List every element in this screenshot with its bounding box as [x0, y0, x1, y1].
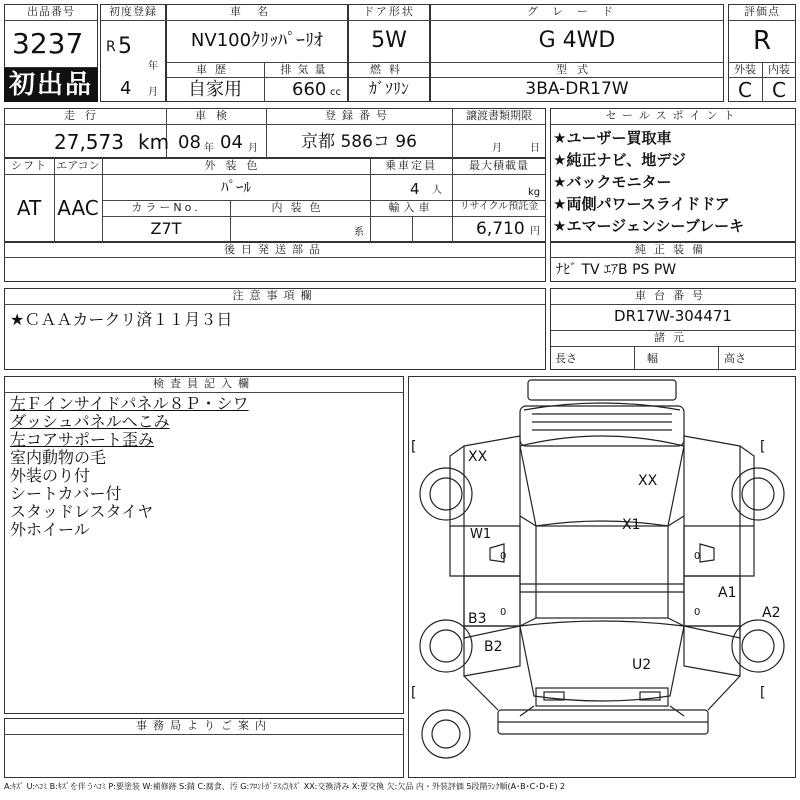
displacement: 660	[292, 79, 327, 100]
recycle-unit: 円	[530, 226, 540, 237]
inspection-month-unit: 月	[248, 143, 258, 154]
car-name-label: 車名	[230, 5, 284, 18]
capacity-unit: 人	[432, 185, 442, 196]
sales-point-item: ★バックモニター	[553, 173, 672, 191]
displacement-label: 排気量	[280, 63, 332, 76]
recycle-amount: 6,710	[476, 219, 525, 239]
mark-xx-front-left: XX	[468, 449, 488, 465]
import-label: 輸入車	[388, 201, 434, 214]
mark-x1: X1	[622, 517, 641, 533]
office-notice-label: 事務局よりご案内	[136, 719, 272, 732]
displacement-unit: cc	[330, 87, 341, 98]
bracket-right-top: [	[760, 439, 766, 455]
legend: A:ｷｽﾞ U:ﾍｺﾐ B:ｷｽﾞを伴うﾍｺﾐ P:要塗装 W:補修跡 S:錆 C:腐食、汚 G:ﾌﾛﾝﾄｶﾞﾗｽ点ｷｽﾞ XX:交換済み X:要交換 欠:欠品 内・外装評価 5段階ﾗﾝｸ順(A･B･C･D･E) 2	[4, 782, 566, 791]
length-label: 長さ	[555, 352, 577, 365]
notes-label: 注意事項欄	[232, 289, 318, 302]
bracket-right-bottom: [	[760, 685, 766, 701]
chassis-label: 車台番号	[635, 289, 711, 302]
grade: G 4WD	[538, 28, 616, 53]
inspector-line: 左Ｆインサイドパネル８Ｐ・シワ	[10, 394, 249, 413]
mark-a2: A2	[762, 605, 781, 621]
specs-label: 諸元	[654, 331, 692, 344]
sales-point-item: ★両側パワースライドドア	[553, 195, 730, 213]
car-history-label: 車歴	[196, 63, 234, 76]
car-diagram	[408, 376, 796, 778]
mark-u2: U2	[632, 657, 652, 673]
color-no: Z7T	[150, 219, 182, 238]
fuel-label: 燃料	[370, 63, 408, 76]
plate: 京都 586コ 96	[301, 132, 417, 152]
recycle-label: リサイクル預託金	[459, 201, 539, 212]
later-parts-label: 後日発送部品	[224, 243, 326, 256]
mark-zero-left-rear: 0	[500, 607, 507, 618]
sales-point-item: ★純正ナビ、地デジ	[553, 151, 686, 169]
sales-point-item: ★ユーザー買取車	[553, 129, 672, 147]
first-reg-year: 5	[118, 34, 132, 59]
car-history: 自家用	[188, 79, 242, 100]
exterior-grade: C	[738, 78, 752, 102]
chassis-number: DR17W-304471	[614, 307, 732, 325]
inspector-line: シートカバー付	[10, 484, 122, 503]
mark-w1: W1	[470, 527, 492, 542]
inspector-line: 左コアサポート歪み	[10, 430, 155, 449]
fuel: ｶﾞｿﾘﾝ	[368, 79, 409, 98]
genuine-equipment: ﾅﾋﾞ TV ｴｱB PS PW	[556, 262, 677, 278]
color-no-label: カラーNo.	[131, 201, 201, 214]
exterior-color: ﾊﾟｰﾙ	[220, 178, 251, 196]
mark-b2: B2	[484, 639, 503, 655]
inspection-year-unit: 年	[204, 143, 214, 154]
door-type: 5W	[371, 28, 407, 53]
mark-xx-hood: XX	[638, 473, 658, 489]
capacity-label: 乗車定員	[385, 159, 437, 172]
grade-label: グレード	[527, 5, 627, 18]
inspection-month: 04	[220, 132, 243, 153]
interior-grade: C	[772, 78, 786, 102]
shift: AT	[16, 196, 42, 220]
mark-zero-right-rear: 0	[694, 607, 701, 618]
bracket-left-bottom: [	[411, 685, 417, 701]
interior-color-unit: 系	[354, 227, 364, 238]
mark-b3: B3	[468, 611, 487, 627]
mileage-label: 走行	[64, 109, 106, 122]
inspector-line: 外ホイール	[10, 520, 90, 539]
first-reg-month: 4	[120, 78, 132, 99]
aircon-label: エアコン	[56, 159, 100, 172]
score-label: 評価点	[744, 5, 780, 18]
exterior-label: 外装	[734, 63, 756, 76]
plate-label: 登録番号	[325, 109, 393, 122]
inspector-line: スタッドレスタイヤ	[10, 502, 154, 521]
bracket-left-top: [	[411, 439, 417, 455]
transfer-day-unit: 日	[530, 143, 540, 154]
notes-text: ★ＣＡＡカークリ済１１月３日	[10, 310, 233, 329]
max-load-label: 最大積載量	[469, 159, 529, 172]
capacity: 4	[410, 180, 420, 198]
interior-color-label: 内装色	[271, 201, 329, 214]
model: 3BA-DR17W	[525, 79, 629, 99]
first-listing-badge: 初出品	[4, 68, 98, 102]
year-unit: 年	[148, 61, 158, 72]
lot-number-label: 出品番号	[27, 5, 75, 18]
sales-point-item: ★エマージェンシーブレーキ	[553, 217, 745, 235]
inspection-label: 車検	[195, 109, 237, 122]
sales-points-label: セールスポイント	[605, 109, 741, 122]
width-label: 幅	[647, 352, 658, 365]
inspector-label: 検査員記入欄	[153, 377, 255, 390]
mark-zero-right-front: 0	[694, 551, 701, 562]
transfer-deadline-label: 譲渡書類期限	[466, 109, 532, 122]
transfer-month-unit: 月	[492, 143, 502, 154]
height-label: 高さ	[724, 352, 746, 365]
model-label: 型式	[556, 63, 598, 76]
mark-zero-left-front: 0	[500, 551, 507, 562]
aircon: AAC	[57, 196, 99, 220]
mileage-unit: km	[138, 130, 170, 154]
lot-number: 3237	[12, 27, 84, 60]
inspector-line: 室内動物の毛	[10, 448, 107, 467]
first-registration-label: 初度登録	[109, 5, 157, 18]
month-unit: 月	[148, 87, 158, 98]
era: R	[106, 39, 116, 55]
shift-label: シフト	[11, 159, 47, 172]
inspector-line: 外装のり付	[10, 466, 91, 485]
genuine-equipment-label: 純正装備	[635, 243, 711, 256]
exterior-color-label: 外装色	[204, 159, 268, 172]
inspection-year: 08	[178, 132, 201, 153]
score: R	[752, 26, 772, 56]
car-name: NV100ｸﾘｯﾊﾟｰﾘｵ	[190, 30, 324, 51]
door-label: ドア形状	[363, 5, 415, 18]
mark-a1: A1	[718, 585, 737, 601]
mileage: 27,573	[54, 130, 124, 154]
inspector-line: ダッシュパネルへこみ	[10, 412, 170, 431]
interior-label: 内装	[768, 63, 790, 76]
max-load-unit: kg	[528, 187, 541, 198]
